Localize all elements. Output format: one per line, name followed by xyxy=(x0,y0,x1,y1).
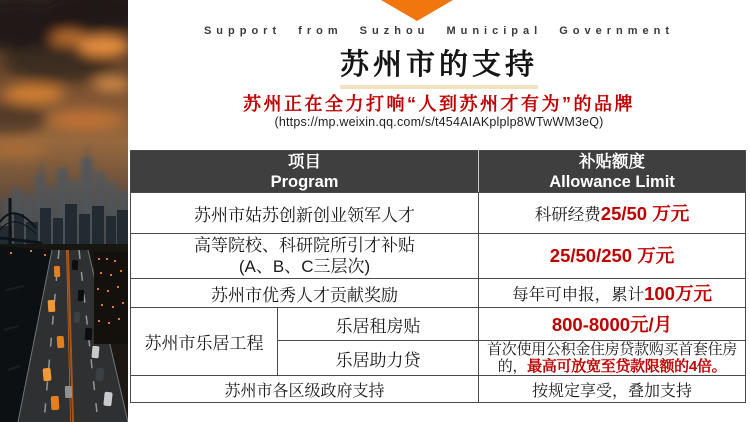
program-cell: 苏州市优秀人才贡献奖励 xyxy=(131,279,479,308)
table-header-row xyxy=(131,151,746,193)
allowance-cell: 按规定享受，叠加支持 xyxy=(479,376,746,403)
allowance-cell xyxy=(479,193,746,234)
table-row xyxy=(131,193,746,234)
allowance-prefix: 首次使用公积金住房贷款购买首套住房的， xyxy=(487,341,737,375)
col-header-allowance xyxy=(479,151,746,193)
allowance-prefix: 科研经费 xyxy=(534,206,601,224)
program-cell xyxy=(131,234,479,279)
col-header-program-zh: 项目 xyxy=(288,152,321,171)
allowance-value: 25/50/250 万元 xyxy=(549,245,675,266)
allowance-value: 800-8000元/月 xyxy=(551,314,673,335)
program-cell: 苏州市各区级政府支持 xyxy=(131,376,479,403)
city-photo xyxy=(0,0,128,422)
allowance-cell xyxy=(479,341,746,376)
triangle-accent-icon xyxy=(381,0,453,21)
allowance-prefix: 每年可申报，累计 xyxy=(512,286,645,304)
col-header-allowance-zh: 补贴额度 xyxy=(579,152,646,171)
eyebrow-text: Support from Suzhou Municipal Government xyxy=(203,25,675,37)
support-table xyxy=(130,150,746,403)
city-photo-illustration xyxy=(0,0,128,422)
program-cell: 苏州市姑苏创新创业领军人才 xyxy=(131,193,479,234)
program-group-cell: 苏州市乐居工程 xyxy=(131,308,278,376)
slogan-text: 苏州正在全力打响“人到苏州才有为”的品牌 xyxy=(243,94,635,114)
table-row xyxy=(131,376,746,403)
slide-content xyxy=(128,0,750,422)
allowance-cell xyxy=(479,279,746,308)
allowance-value: 最高可放宽至贷款限额的4倍。 xyxy=(527,358,727,375)
source-url: (https://mp.weixin.qq.com/s/t454AIAKplplp8WTwWM3eQ) xyxy=(274,115,604,129)
program-line1: 高等院校、科研院所引才补贴 xyxy=(194,236,415,255)
page-title-wrap xyxy=(128,42,750,89)
program-line2: (A、B、C三层次) xyxy=(238,257,371,276)
table-row xyxy=(131,279,746,308)
page-title: 苏州市的支持 xyxy=(340,42,538,89)
table-row xyxy=(131,308,746,341)
allowance-cell xyxy=(479,308,746,341)
col-header-allowance-en: Allowance Limit xyxy=(549,172,675,191)
col-header-program xyxy=(131,151,479,193)
table-row xyxy=(131,234,746,279)
subprogram-cell: 乐居租房贴 xyxy=(278,308,479,341)
subprogram-cell: 乐居助力贷 xyxy=(278,341,479,376)
allowance-cell xyxy=(479,234,746,279)
allowance-value: 25/50 万元 xyxy=(600,203,690,224)
allowance-value: 100万元 xyxy=(644,283,712,304)
col-header-program-en: Program xyxy=(270,172,339,191)
